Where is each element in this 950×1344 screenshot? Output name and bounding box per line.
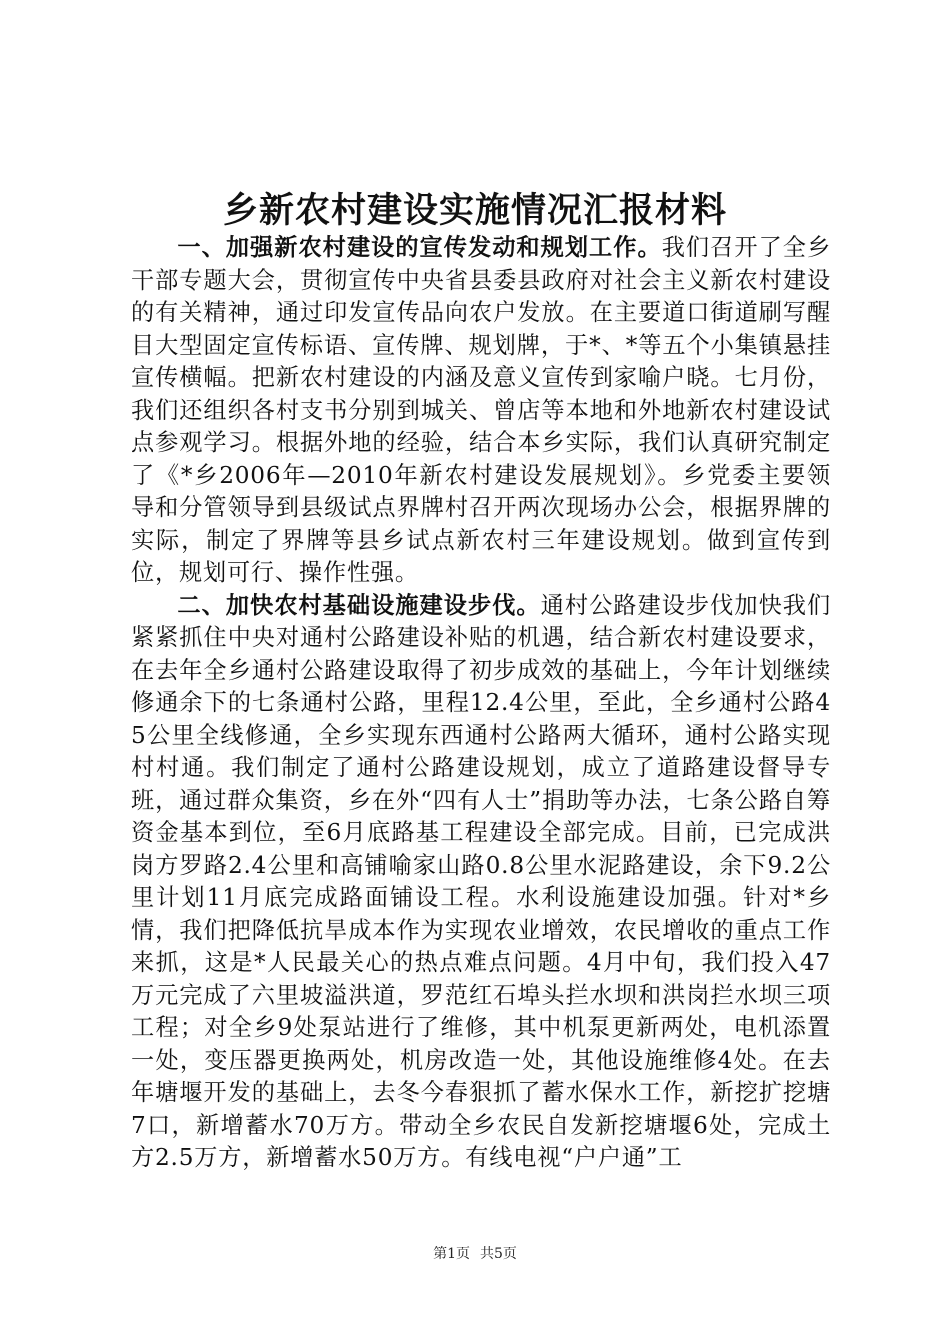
page-footer xyxy=(0,1244,950,1264)
paragraph-heading: 二、加快农村基础设施建设步伐。 xyxy=(177,591,541,619)
paragraph-heading: 一、加强新农村建设的宣传发动和规划工作。 xyxy=(177,234,662,261)
document-title: 乡新农村建设实施情况汇报材料 xyxy=(222,191,727,231)
paragraph-infrastructure xyxy=(131,590,831,1175)
paragraph-text: 通村公路建设步伐加快我们紧紧抓住中央对通村公路建设补贴的机遇，结合新农村建设要求，在去年全乡通村公路建设取得了初步成效的基础上，今年计划继续修通余下的七条通村公路，里程12.4公里，至此，全乡通村公路45公里全线修通，全乡实现东西通村公路两大循环，通村公路实现村村通。我们制定了通村公路建设规划，成立了道路建设督导专班，通过群众集资，乡在外“四有人士”捐助等办法，七条公路自筹资金基本到位，至6月底路基工程建设全部完成。目前，已完成洪岗方罗路2.4公里和高铺喻家山路0.8公里水泥路建设，余下9.2公里计划11月底完成路面铺设工程。水利设施建设加强。针对*乡情，我们把降低抗旱成本作为实现农业增效，农民增收的重点工作来抓，这是*人民最关心的热点难点问题。4月中旬，我们投入47万元完成了六里坡溢洪道，罗范红石埠头拦水坝和洪岗拦水坝三项工程；对全乡9处泵站进行了维修，其中机泵更新两处，电机添置一处，变压器更换两处，机房改造一处，其他设施维修4处。在去年塘堰开发的基础上，去冬今春狠抓了蓄水保水工作，新挖扩挖塘7口，新增蓄水70万方。带动全乡农民自发新挖塘堰6处，完成土方2.5万方，新增蓄水50万方。有线电视“户户通”工 xyxy=(131,591,832,1171)
page-number: 第1页 xyxy=(433,1246,470,1262)
paragraph-text: 我们召开了全乡干部专题大会，贯彻宣传中央省县委县政府对社会主义新农村建设的有关精神，通过印发宣传品向农户发放。在主要道口街道刷写醒目大型固定宣传标语、宣传牌、规划牌，于*、*等五个小集镇悬挂宣传横幅。把新农村建设的内涵及意义宣传到家喻户晓。七月份，我们还组织各村支书分别到城关、曾店等本地和外地新农村建设试点参观学习。根据外地的经验，结合本乡实际，我们认真研究制定了《*乡2006年—2010年新农村建设发展规划》。乡党委主要领导和分管领导到县级试点界牌村召开两次现场办公会，根据界牌的实际，制定了界牌等县乡试点新农村三年建设规划。做到宣传到位，规划可行、操作性强。 xyxy=(131,234,832,586)
paragraph-publicity-planning xyxy=(131,232,831,590)
page-count: 共5页 xyxy=(480,1246,517,1262)
document-body xyxy=(131,232,831,1175)
